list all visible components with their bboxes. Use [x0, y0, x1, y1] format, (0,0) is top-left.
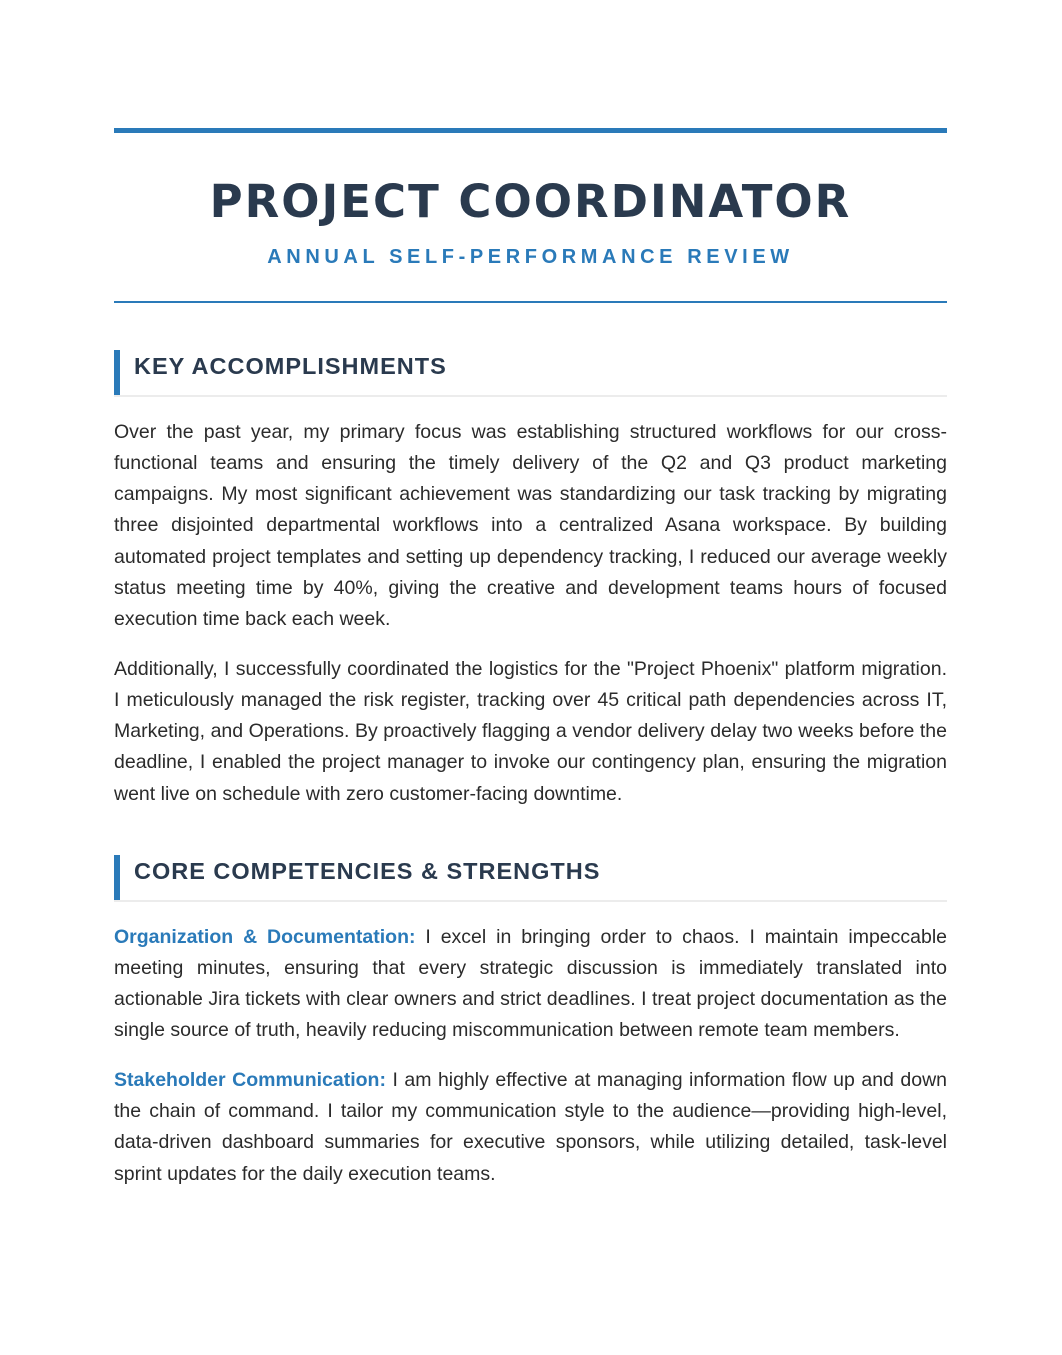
paragraph: [114, 1065, 947, 1190]
section-key-accomplishments: [114, 350, 947, 810]
paragraph-text: I excel in bringing order to chaos. I maintain impeccable meeting minutes, ensuring that every strategic discussion is immediately translated into actionable Jira tickets with clear owners and strict deadlines. I treat project documentation as the single source of truth, heavily reducing miscommunication between remote team members.: [114, 925, 948, 1042]
section-heading: CORE COMPETENCIES & STRENGTHS: [114, 855, 947, 902]
section-core-competencies: [114, 855, 947, 1190]
paragraph: Over the past year, my primary focus was establishing structured workflows for our cross-functional teams and ensuring the timely delivery of the Q2 and Q3 product marketing campaigns. My most significant achievement was standardizing our task tracking by migrating three disjointed departmental workflows into a centralized Asana workspace. By building automated project templates and setting up dependency tracking, I reduced our average weekly status meeting time by 40%, giving the creative and development teams hours of focused execution time back each week.: [114, 420, 947, 631]
paragraph: Additionally, I successfully coordinated the logistics for the "Project Phoenix" platform migration. I meticulously managed the risk register, tracking over 45 critical path dependencies across IT, Marketing, and Operations. By proactively flagging a vendor delivery delay two weeks before the deadline, I enabled the project manager to invoke our contingency plan, ensuring the migration went live on schedule with zero customer-facing downtime.: [114, 657, 947, 805]
header-divider: [114, 301, 947, 303]
page-title: PROJECT COORDINATOR: [209, 175, 852, 228]
document-page: [114, 128, 947, 1190]
paragraph-lead: Organization & Documentation:: [114, 925, 416, 948]
page-subtitle: ANNUAL SELF-PERFORMANCE REVIEW: [267, 246, 794, 268]
top-accent-rule: [114, 128, 947, 133]
paragraph: [114, 922, 947, 1047]
paragraph-lead: Stakeholder Communication:: [114, 1068, 386, 1091]
section-heading: KEY ACCOMPLISHMENTS: [114, 350, 947, 397]
paragraph-text: I am highly effective at managing information flow up and down the chain of command. I tailor my communication style to the audience—providing high-level, data-driven dashboard summaries for executive sponsors, while utilizing detailed, task-level sprint updates for the daily execution teams.: [114, 1068, 947, 1185]
